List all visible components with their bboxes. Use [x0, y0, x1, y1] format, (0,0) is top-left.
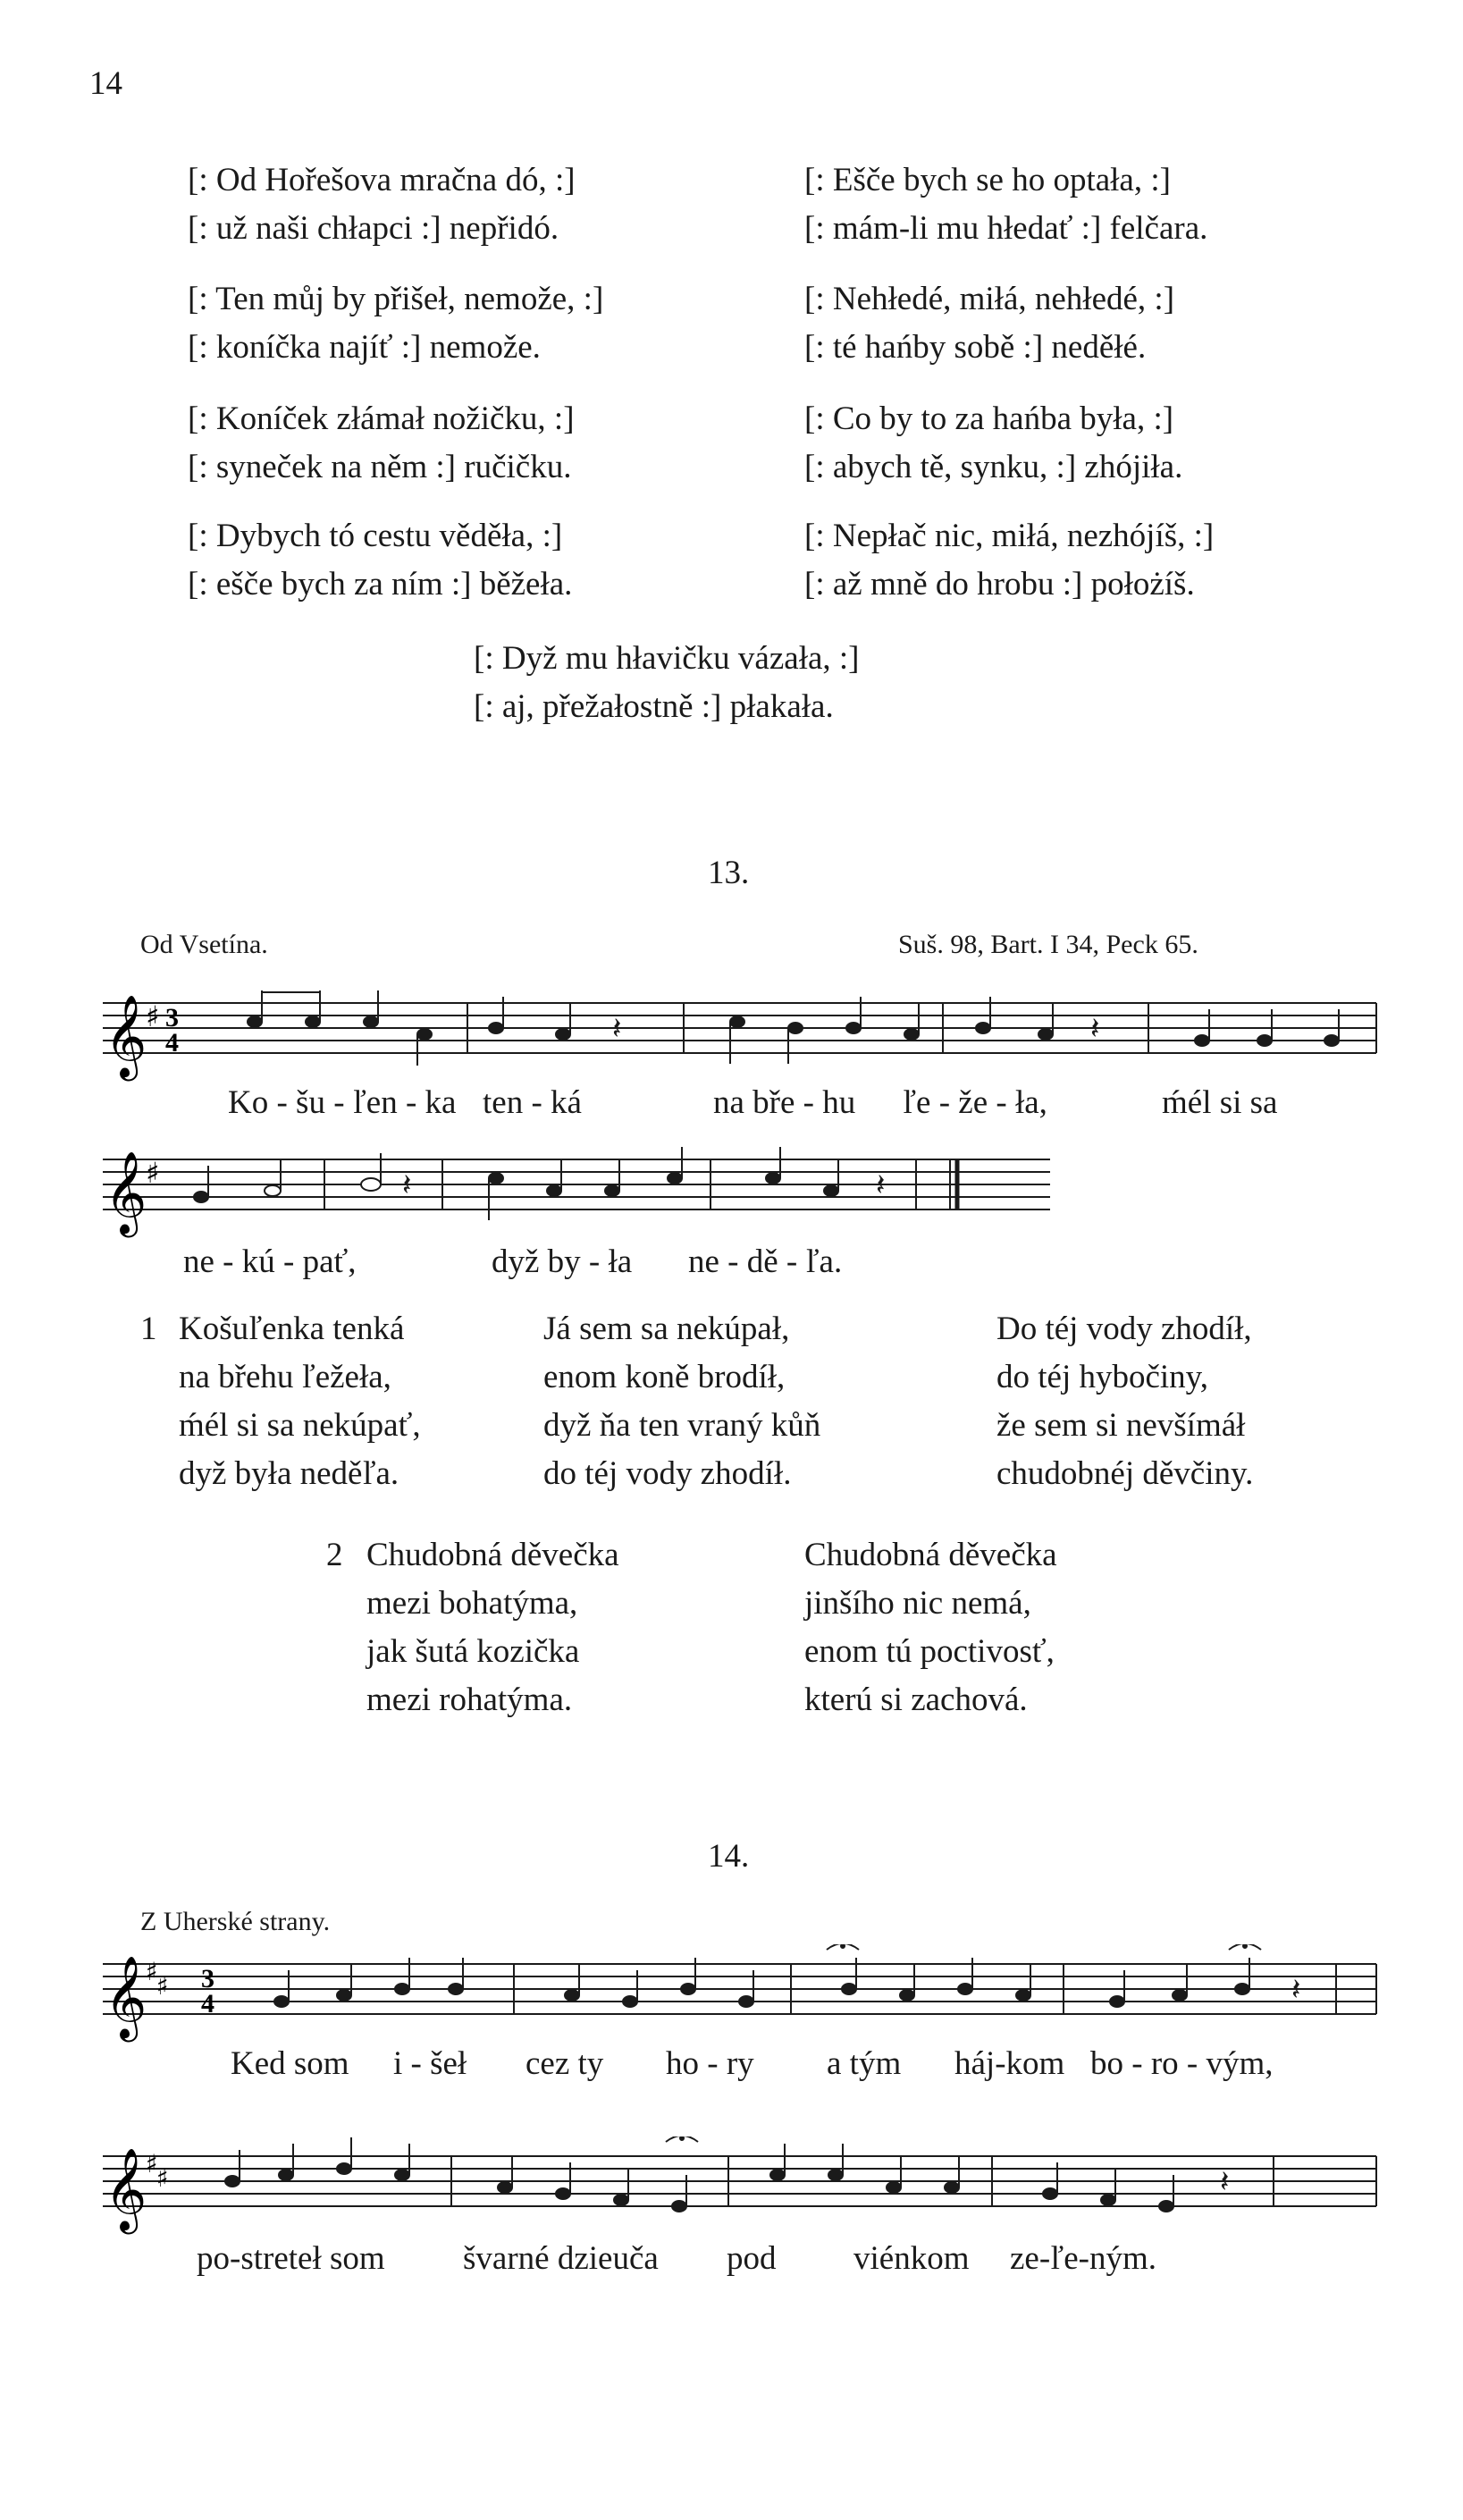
staff-lines	[103, 1159, 1050, 1209]
treble-clef-icon: 𝄞	[105, 2147, 147, 2230]
staff-lines	[103, 1964, 1376, 2014]
verse-line: Do téj vody zhodíł,	[996, 1311, 1252, 1347]
song14-lyric-2-4: viénkom	[853, 2240, 970, 2277]
verse-line: Já sem sa nekúpał,	[543, 1311, 790, 1347]
song12-verse-left-3	[188, 395, 575, 492]
verse-line: [: té hańby sobě :] neděłé.	[804, 329, 1147, 366]
song12-verse-right-1	[804, 156, 1207, 253]
song12-verse-right-2	[804, 275, 1174, 372]
verse-line: [: koníčka najíť :] nemože.	[188, 329, 541, 366]
verse-line: [: Co by to za hańba była, :]	[804, 400, 1174, 437]
verse-line: Chudobná děvečka	[366, 1537, 619, 1573]
song14-lyric-1-5: a tým	[827, 2045, 902, 2082]
song13-verse2-col2	[804, 1531, 1057, 1724]
treble-clef-icon: 𝄞	[105, 1150, 147, 1234]
song13-staff-2	[94, 1140, 1077, 1238]
verse-line: [: aj, přežałostně :] płakała.	[474, 688, 834, 725]
song13-verse1-col2	[543, 1305, 820, 1498]
song13-lyric-1-3: na bře - hu	[713, 1084, 856, 1121]
sharp-icon: ♯	[146, 999, 160, 1033]
verse-line: [: Ten můj by přišeł, nemože, :]	[188, 281, 604, 317]
time-sig-bottom: 4	[165, 1028, 179, 1058]
song14-origin: Z Uherské strany.	[140, 1907, 331, 1936]
verse-line: [: Koníček złámał nožičku, :]	[188, 400, 575, 437]
verse-line: enom tú poctivosť,	[804, 1633, 1055, 1670]
svg-text:𝄽: 𝄽	[876, 1169, 886, 1202]
verse-line: enom koně brodíł,	[543, 1359, 786, 1395]
song12-verse-right-3	[804, 395, 1182, 492]
song14-number: 14.	[708, 1838, 750, 1875]
song13-lyric-2-3: ne - dě - ľa.	[688, 1243, 843, 1280]
song14-lyric-1-3: cez ty	[526, 2045, 604, 2082]
verse-line: [: Ešče bych se ho optała, :]	[804, 162, 1171, 198]
sharp-icon: ♯	[156, 1971, 169, 2001]
song14-lyric-2-2: švarné dzieuča	[463, 2240, 659, 2277]
notes	[225, 2137, 1229, 2212]
song12-verse-left-1	[188, 156, 576, 253]
verse-line: na břehu ľežeła,	[179, 1359, 391, 1395]
song14-lyric-1-4: ho - ry	[666, 2045, 754, 2082]
song13-lyric-1-2: ten - ká	[483, 1084, 582, 1121]
song12-verse-left-2	[188, 275, 603, 372]
song14-staff-1	[94, 1944, 1381, 2043]
time-sig-top: 3	[165, 1003, 179, 1032]
verse-line: kterú si zachová.	[804, 1681, 1028, 1718]
verse-line: do téj vody zhodíł.	[543, 1455, 792, 1492]
song13-number: 13.	[708, 855, 750, 891]
verse-line: [: Od Hořešova mračna dó, :]	[188, 162, 576, 198]
song13-reference: Suš. 98, Bart. I 34, Peck 65.	[898, 930, 1198, 959]
verse-line: [: ešče bych za ním :] běžeła.	[188, 566, 573, 603]
song13-lyric-1-4: ľe - že - ła,	[903, 1084, 1047, 1121]
song12-verse-right-4	[804, 512, 1214, 609]
song14-lyric-1-1: Ked som	[231, 2045, 349, 2082]
verse-line: ḿél si sa nekúpať,	[179, 1407, 421, 1444]
verse-line: že sem si nevšímáł	[996, 1407, 1246, 1444]
svg-text:𝄽: 𝄽	[1291, 1974, 1301, 2007]
verse-line: jak šutá kozička	[366, 1633, 580, 1670]
treble-clef-icon: 𝄞	[105, 994, 147, 1077]
verse-line: [: Nepłač nic, miłá, nezhójíš, :]	[804, 518, 1215, 554]
song13-lyric-2-1: ne - kú - pať,	[183, 1243, 357, 1280]
svg-text:𝄽: 𝄽	[402, 1169, 412, 1202]
page-number: 14	[89, 65, 122, 102]
verse-line: do téj hybočiny,	[996, 1359, 1209, 1395]
verse-line: Chudobná děvečka	[804, 1537, 1057, 1573]
song13-origin: Od Vsetína.	[140, 930, 268, 959]
sharp-icon: ♯	[146, 1957, 158, 1986]
song13-lyric-2-2: dyž by - ła	[492, 1243, 633, 1280]
verse-line: chudobnéj děvčiny.	[996, 1455, 1254, 1492]
verse-line: Košuľenka tenká	[179, 1311, 405, 1347]
song13-lyric-1-1: Ko - šu - ľen - ka	[228, 1084, 457, 1121]
verse-line: [: syneček na něm :] ručičku.	[188, 449, 572, 485]
svg-text:𝄽: 𝄽	[1090, 1013, 1100, 1046]
treble-clef-icon: 𝄞	[105, 1955, 147, 2038]
song14-staff-2	[94, 2137, 1381, 2235]
song14-lyric-2-1: po-streteł som	[197, 2240, 385, 2277]
song13-verse2-col1	[366, 1531, 619, 1724]
sharp-icon: ♯	[146, 1156, 160, 1190]
song14-lyric-2-5: ze-ľe-ným.	[1010, 2240, 1156, 2277]
verse-line: [: abych tě, synku, :] zhójiła.	[804, 449, 1183, 485]
song13-verse2-number: 2	[326, 1537, 343, 1573]
verse-line: dyž ňa ten vraný kůň	[543, 1407, 821, 1444]
verse-line: [: Dyž mu hłavičku vázała, :]	[474, 640, 860, 677]
song13-staff-1	[94, 983, 1381, 1082]
sharp-icon: ♯	[146, 2149, 158, 2179]
verse-line: [: už naši chłapci :] nepřidó.	[188, 210, 559, 247]
svg-text:𝄽: 𝄽	[612, 1013, 622, 1046]
sharp-icon: ♯	[156, 2163, 169, 2193]
time-sig-bottom: 4	[201, 1989, 214, 2019]
verse-line: [: mám-li mu hłedať :] felčara.	[804, 210, 1208, 247]
song14-lyric-1-2: i - šeł	[393, 2045, 467, 2082]
song14-lyric-2-3: pod	[727, 2240, 777, 2277]
staff-lines	[103, 1003, 1376, 1053]
song12-verse-left-4	[188, 512, 572, 609]
song13-verse1-col1	[179, 1305, 421, 1498]
song13-verse1-number: 1	[140, 1311, 157, 1347]
verse-line: jinšího nic nemá,	[804, 1585, 1031, 1622]
song13-verse1-col3	[996, 1305, 1253, 1498]
song14-lyric-1-6: háj-kom	[954, 2045, 1065, 2082]
song14-lyric-1-7: bo - ro - vým,	[1090, 2045, 1274, 2082]
svg-text:𝄽: 𝄽	[1220, 2166, 1230, 2199]
verse-line: [: Dybych tó cestu věděła, :]	[188, 518, 563, 554]
verse-line: mezi bohatýma,	[366, 1585, 578, 1622]
verse-line: [: až mně do hrobu :] położíš.	[804, 566, 1195, 603]
verse-line: dyž była neděľa.	[179, 1455, 399, 1492]
verse-line: mezi rohatýma.	[366, 1681, 573, 1718]
verse-line: [: Nehłedé, miłá, nehłedé, :]	[804, 281, 1175, 317]
song12-verse-center	[474, 635, 860, 731]
time-sig-top: 3	[201, 1964, 214, 1993]
song13-lyric-1-5: ḿél si sa	[1162, 1084, 1278, 1121]
